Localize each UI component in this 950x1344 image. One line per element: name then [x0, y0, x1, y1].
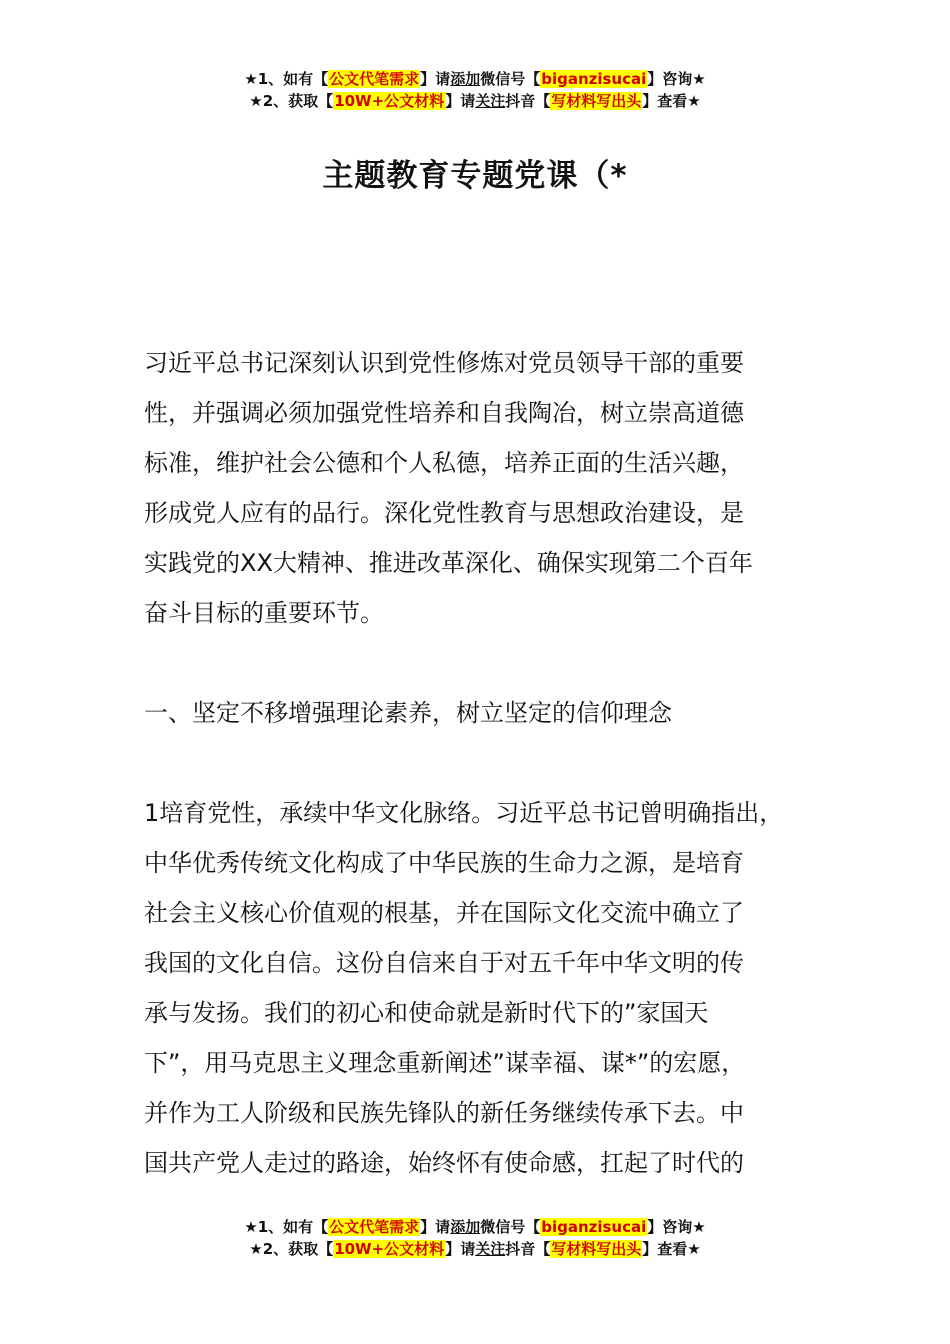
section-line: 中华优秀传统文化构成了中华民族的生命力之源，是培育	[144, 849, 744, 877]
section-line: 社会主义核心价值观的根基，并在国际文化交流中确立了	[144, 899, 744, 927]
header-banner	[0, 68, 950, 112]
banner-text: 】请	[445, 1240, 476, 1258]
banner-text: 抖音【	[505, 1240, 551, 1258]
banner-text: 】咨询★	[647, 70, 706, 88]
section-line: 我国的文化自信。这份自信来自于对五千年中华文明的传	[144, 949, 744, 977]
banner-line-2	[0, 90, 950, 112]
banner-text: 】请	[420, 1218, 451, 1236]
banner-text: 抖音【	[505, 92, 551, 110]
banner-text: ★1、如有【	[244, 70, 329, 88]
banner-highlight: 10W+公文材料	[334, 1240, 445, 1258]
banner-line-2	[0, 1238, 950, 1260]
banner-text: ★2、获取【	[249, 1240, 334, 1258]
banner-underline: 关注	[475, 92, 506, 110]
intro-line: 性，并强调必须加强党性培养和自我陶冶，树立崇高道德	[144, 399, 744, 427]
section-heading: 一、坚定不移增强理论素养，树立坚定的信仰理念	[144, 699, 672, 727]
intro-line: 实践党的XX大精神、推进改革深化、确保实现第二个百年	[144, 549, 753, 577]
banner-text: 微信号【	[480, 70, 541, 88]
section-line: 承与发扬。我们的初心和使命就是新时代下的”家国天	[144, 999, 709, 1027]
banner-douyin-id: 写材料写出头	[551, 1240, 642, 1258]
footer-banner	[0, 1216, 950, 1260]
banner-highlight: 公文代笔需求	[329, 1218, 420, 1236]
banner-text: 】请	[420, 70, 451, 88]
banner-text: 】咨询★	[647, 1218, 706, 1236]
section-line: 并作为工人阶级和民族先锋队的新任务继续传承下去。中	[144, 1099, 744, 1127]
intro-line: 奋斗目标的重要环节。	[144, 599, 384, 627]
banner-line-1	[0, 1216, 950, 1238]
banner-line-1	[0, 68, 950, 90]
section-line: 下”，用马克思主义理念重新阐述”谋幸福、谋*”的宏愿，	[144, 1049, 746, 1077]
banner-wechat-id: biganzisucai	[541, 70, 647, 88]
banner-text: 】查看★	[642, 1240, 701, 1258]
intro-line: 形成党人应有的品行。深化党性教育与思想政治建设，是	[144, 499, 744, 527]
banner-text: ★1、如有【	[244, 1218, 329, 1236]
document-body	[144, 338, 834, 1188]
intro-line: 习近平总书记深刻认识到党性修炼对党员领导干部的重要	[144, 349, 744, 377]
section-line: 国共产党人走过的路途，始终怀有使命感，扛起了时代的	[144, 1149, 744, 1177]
banner-underline: 添加	[450, 70, 481, 88]
banner-text: 】请	[445, 92, 476, 110]
banner-highlight: 公文代笔需求	[329, 70, 420, 88]
section-line: 1培育党性，承续中华文化脉络。习近平总书记曾明确指出，	[144, 799, 784, 827]
page-title: 主题教育专题党课（*	[322, 158, 628, 194]
banner-douyin-id: 写材料写出头	[551, 92, 642, 110]
banner-highlight: 10W+公文材料	[334, 92, 445, 110]
banner-underline: 关注	[475, 1240, 506, 1258]
banner-wechat-id: biganzisucai	[541, 1218, 647, 1236]
intro-line: 标准，维护社会公德和个人私德，培养正面的生活兴趣，	[144, 449, 744, 477]
banner-underline: 添加	[450, 1218, 481, 1236]
banner-text: ★2、获取【	[249, 92, 334, 110]
banner-text: 】查看★	[642, 92, 701, 110]
banner-text: 微信号【	[480, 1218, 541, 1236]
